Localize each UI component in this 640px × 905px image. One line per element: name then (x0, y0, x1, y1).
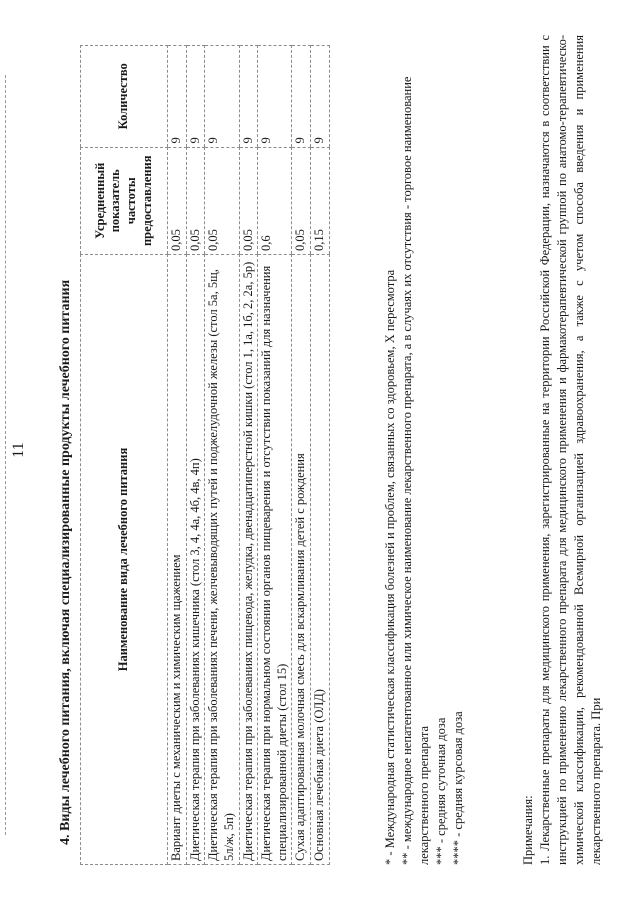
footnote-course-dose: **** - средняя курсовая доза (450, 711, 465, 865)
row-frequency: 0,05 (292, 147, 311, 255)
footnotes (382, 45, 466, 865)
row-name: Диетическая терапия при заболеваниях пищевода, желудка, двенадцатиперстной кишки (стол 1, 1а, 1б, 2, 2а, 5р) (239, 255, 258, 865)
footnote-daily-dose: *** - средняя суточная доза (433, 717, 448, 865)
row-quantity: 9 (168, 46, 187, 148)
header-name: Наименование вида лечебного питания (81, 255, 168, 865)
table-row (205, 46, 239, 865)
row-name: Диетическая терапия при заболеваниях кишечника (стол 3, 4, 4а, 4б, 4в, 4п) (186, 255, 205, 865)
table-row (258, 46, 292, 865)
section-heading: 4. Виды лечебного питания, включая специализированные продукты лечебного питания (58, 279, 73, 845)
row-name: Сухая адаптированная молочная смесь для вскармливания детей с рождения (292, 255, 311, 865)
table-row (186, 46, 205, 865)
row-quantity: 9 (205, 46, 239, 148)
header-frequency: Усредненный показатель частоты предоставления (81, 147, 168, 255)
scan-edge-line (5, 75, 6, 835)
table-row (292, 46, 311, 865)
table-row (239, 46, 258, 865)
row-name: Диетическая терапия при заболеваниях печени, желчевыводящих путей и поджелудочной железы (стол 5а, 5щ, 5л/ж, 5п) (205, 255, 239, 865)
row-frequency: 0,6 (258, 147, 292, 255)
row-quantity: 9 (292, 46, 311, 148)
row-name: Основная лечебная диета (ОЛД) (311, 255, 330, 865)
row-quantity: 9 (258, 46, 292, 148)
row-quantity: 9 (186, 46, 205, 148)
row-quantity: 9 (239, 46, 258, 148)
row-frequency: 0,05 (239, 147, 258, 255)
row-frequency: 0,05 (168, 147, 187, 255)
table-header-row (81, 46, 168, 865)
therapy-table (80, 45, 330, 865)
footnote-inn: ** - международное непатентованное или химическое наименование лекарственного препарата, а в случаях их отсутствия - торговое наименование лекарственного препарата (399, 76, 431, 865)
footnote-icd: * - Международная статистическая классификация болезней и проблем, связанных со здоровьем, X пересмотра (383, 269, 397, 865)
row-quantity: 9 (311, 46, 330, 148)
page-number: 11 (10, 442, 27, 458)
row-frequency: 0,05 (186, 147, 205, 255)
row-frequency: 0,05 (205, 147, 239, 255)
header-quantity: Количество (81, 46, 168, 148)
row-frequency: 0,15 (311, 147, 330, 255)
table-row (168, 46, 187, 865)
notes-title: Примечания: (521, 795, 535, 865)
row-name: Диетическая терапия при нормальном состоянии органов пищеварения и отсутствии показаний для назначения специализированной диеты (стол 15) (258, 255, 292, 865)
notes-body: 1. Лекарственные препараты для медицинского применения, зарегистрированные на территории Российской Федерации, назначаются в соответствии с инструкцией по применению лекарственного препарата для медицинского применения и фармакотерапевтической группой по анатомо-терапевтическо-химической классификации, рекомендованной Всемирной организацией здравоохранения, а также с учетом способа введения и применения лекарственного препарата. При (537, 35, 603, 865)
table-row (311, 46, 330, 865)
notes (520, 35, 604, 865)
row-name: Вариант диеты с механическим и химическим щажением (168, 255, 187, 865)
